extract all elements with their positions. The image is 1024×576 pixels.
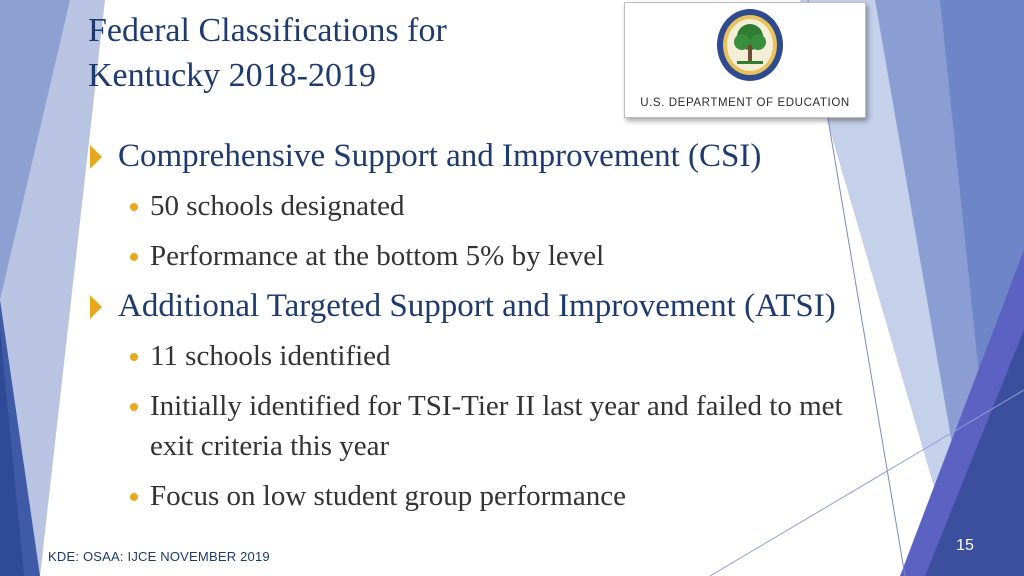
- sub-bullet: [88, 336, 968, 376]
- arrow-bullet-icon: [90, 145, 102, 169]
- sub-bullet: [88, 386, 890, 466]
- bullet-text: Comprehensive Support and Improvement (CSI): [118, 138, 762, 174]
- sub-bullet-text: 50 schools designated: [150, 190, 405, 222]
- title-line-1: Federal Classifications for: [88, 12, 447, 49]
- title-line-2: Kentucky 2018-2019: [88, 57, 377, 94]
- sub-bullet-text: Initially identified for TSI-Tier II last year and failed to met exit criteria this year: [150, 390, 843, 462]
- department-seal-icon: [715, 7, 785, 83]
- slide-title: [88, 8, 447, 98]
- bullet-csi: [88, 134, 968, 178]
- dot-bullet-icon: [130, 493, 138, 501]
- dot-bullet-icon: [130, 353, 138, 361]
- footer-text: KDE: OSAA: IJCE NOVEMBER 2019: [48, 549, 270, 564]
- department-of-education-logo: [624, 2, 866, 118]
- sub-bullet: [88, 476, 968, 516]
- bullet-atsi: [88, 284, 968, 328]
- bullet-text: Additional Targeted Support and Improvement (ATSI): [118, 288, 836, 324]
- sub-bullet-text: Performance at the bottom 5% by level: [150, 240, 605, 272]
- sub-bullet-text: 11 schools identified: [150, 340, 391, 372]
- sub-bullet: [88, 236, 968, 276]
- dot-bullet-icon: [130, 253, 138, 261]
- page-number: 15: [956, 537, 974, 554]
- dot-bullet-icon: [130, 203, 138, 211]
- sub-bullet-text: Focus on low student group performance: [150, 480, 626, 512]
- arrow-bullet-icon: [90, 295, 102, 319]
- logo-caption: U.S. DEPARTMENT OF EDUCATION: [640, 97, 850, 109]
- dot-bullet-icon: [130, 403, 138, 411]
- sub-bullet: [88, 186, 968, 226]
- bullet-list: [88, 134, 968, 516]
